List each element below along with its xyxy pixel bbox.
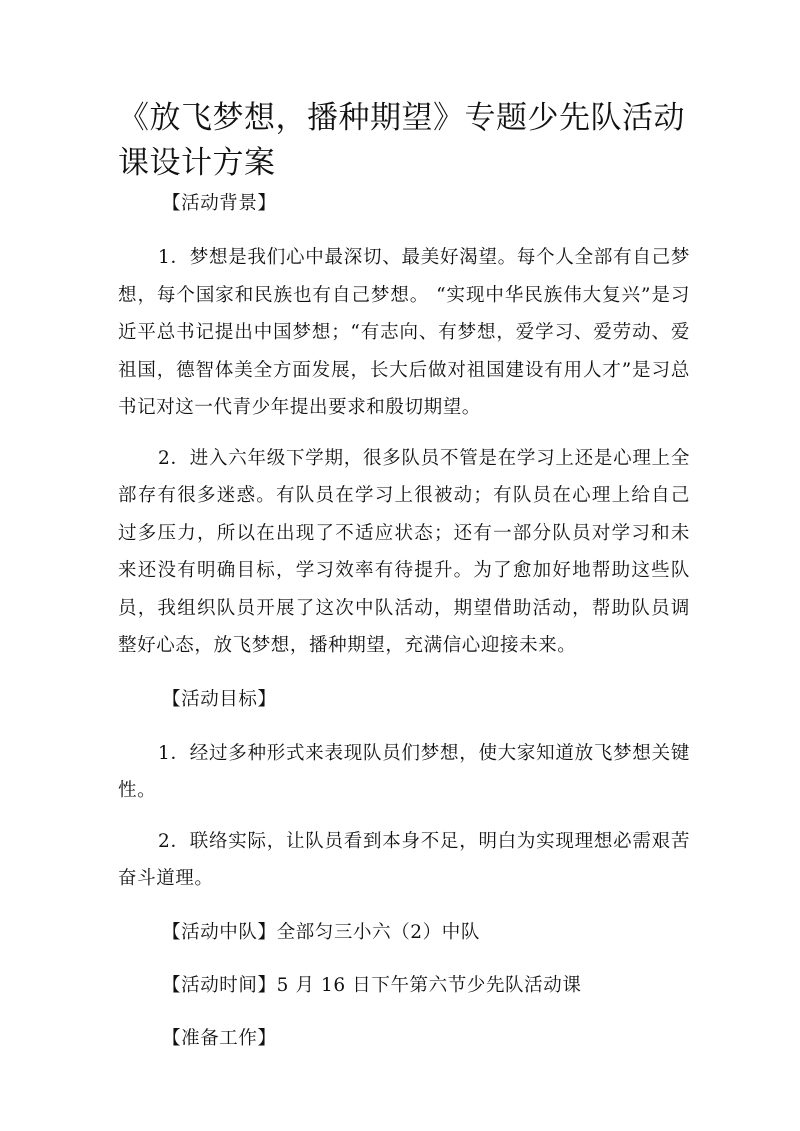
paragraph-goal-2: 2．联络实际，让队员看到本身不足，明白为实现理想必需艰苦奋斗道理。 xyxy=(118,830,690,889)
paragraph-background-2: 2．进入六年级下学期，很多队员不管是在学习上还是心理上全部存有很多迷惑。有队员在学习上很被动；有队员在心理上给自己过多压力，所以在出现了不适应状态；还有一部分队员对学习和未来还没有明确目标，学习效率有待提升。为了愈加好地帮助这些队员，我组织队员开展了这次中队活动，期望借助活动，帮助队员调整好心态，放飞梦想，播种期望，充满信心迎接未来。 xyxy=(118,447,690,656)
document-body xyxy=(118,186,690,1074)
section-heading-preparation: 【准备工作】 xyxy=(162,1027,277,1049)
paragraph-goal-1: 1．经过多种形式来表现队员们梦想，使大家知道放飞梦想关键性。 xyxy=(118,742,690,801)
activity-squad-line: 【活动中队】全部匀三小六（2）中队 xyxy=(162,921,480,943)
section-heading-background: 【活动背景】 xyxy=(162,193,277,214)
paragraph-background-1: 1．梦想是我们心中最深切、最美好渴望。每个人全部有自己梦想，每个国家和民族也有自己梦想。 “实现中华民族伟大复兴”是习近平总书记提出中国梦想；“有志向、有梦想，爱学习、爱劳动、爱祖国，德智体美全方面发展，长大后做对祖国建设有用人才”是习总书记对这一代青少年提出要求和殷切期望。 xyxy=(118,247,690,418)
section-heading-goals: 【活动目标】 xyxy=(162,688,277,710)
activity-time-line: 【活动时间】5 月 16 日下午第六节少先队活动课 xyxy=(162,974,582,996)
document-title: 《放飞梦想，播种期望》专题少先队活动课设计方案 xyxy=(118,100,685,181)
